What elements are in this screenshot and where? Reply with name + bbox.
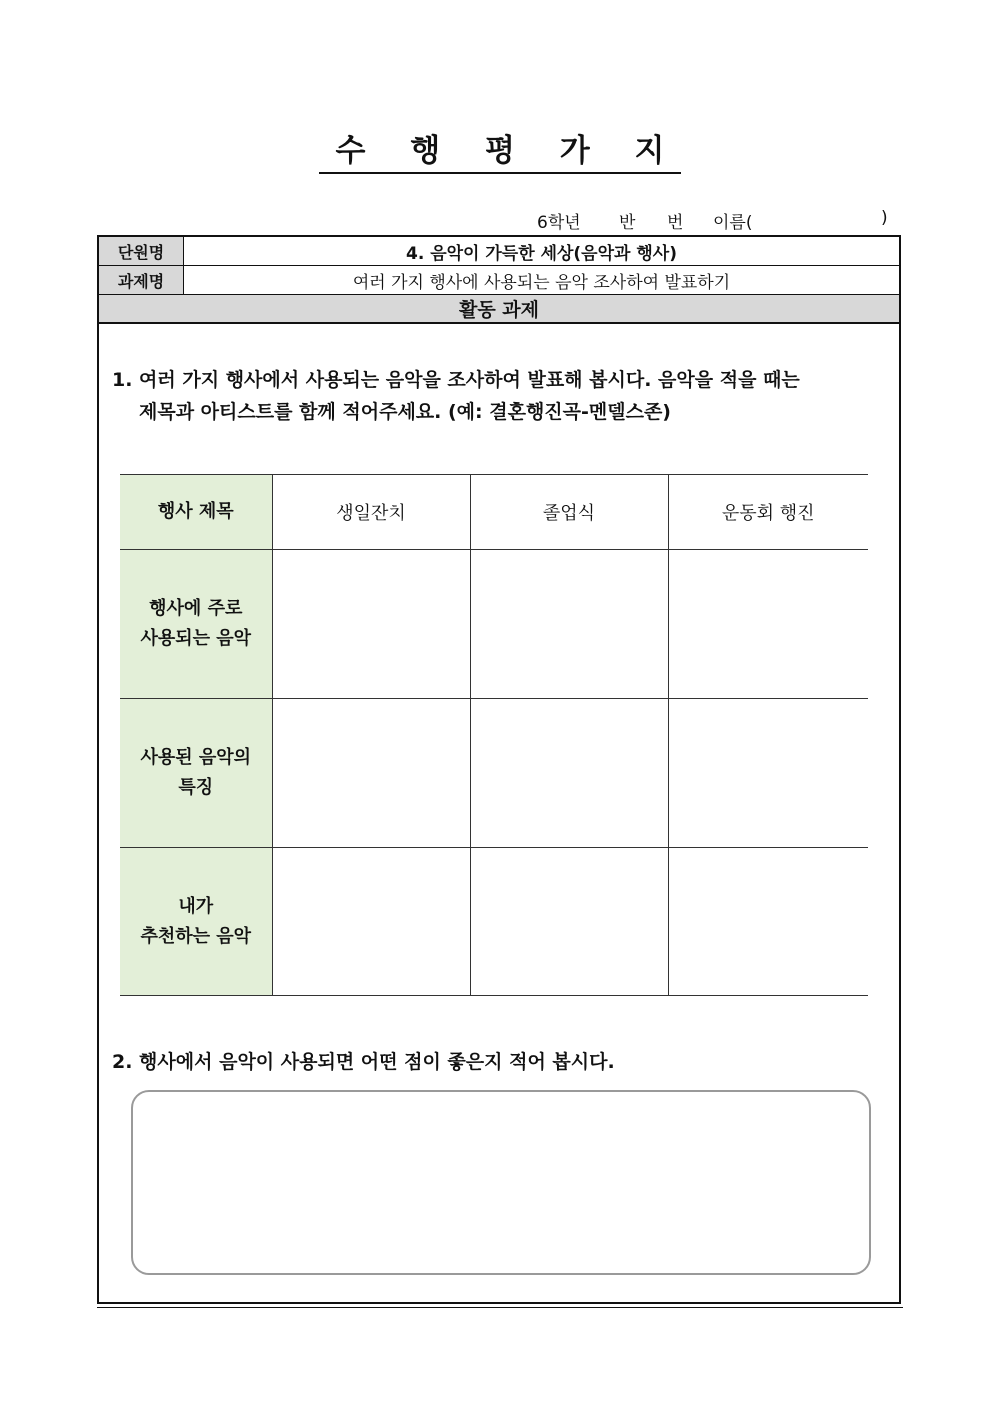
row-header-event-title: 행사 제목 — [120, 475, 272, 550]
row-header-recommended-line-2: 추천하는 음악 — [140, 925, 252, 947]
grade-label: 6학년 — [537, 213, 581, 233]
event-birthday: 생일잔치 — [272, 475, 470, 550]
answer-cell-birthday-features[interactable] — [272, 699, 470, 848]
table-row-main-music — [120, 550, 868, 699]
answer-cell-parade-recommend[interactable] — [668, 848, 868, 996]
row-header-music-features-line-2: 특징 — [178, 777, 214, 798]
bottom-rule — [97, 1307, 903, 1308]
answer-cell-graduation-music[interactable] — [470, 550, 668, 699]
unit-label: 단원명 — [99, 237, 184, 265]
table-row-event-title — [120, 475, 868, 550]
task-label: 과제명 — [99, 266, 184, 294]
music-survey-table — [120, 474, 868, 996]
row-header-main-music-line-1: 행사에 주로 — [149, 598, 243, 619]
event-sports-parade: 운동회 행진 — [668, 475, 868, 550]
name-close-paren: ) — [881, 208, 888, 228]
answer-cell-birthday-recommend[interactable] — [272, 848, 470, 996]
activity-header: 활동 과제 — [99, 295, 899, 324]
worksheet-title-text: 수 행 평 가 지 — [319, 132, 682, 174]
question-2: 2. 행사에서 음악이 사용되면 어떤 점이 좋은지 적어 봅시다. — [112, 1051, 615, 1073]
answer-cell-parade-music[interactable] — [668, 550, 868, 699]
question-2-answer-box[interactable] — [131, 1090, 871, 1275]
task-row — [99, 266, 899, 295]
unit-value: 4. 음악이 가득한 세상(음악과 행사) — [406, 243, 677, 264]
worksheet-title — [0, 132, 1000, 174]
answer-cell-graduation-recommend[interactable] — [470, 848, 668, 996]
row-header-music-features — [120, 699, 272, 848]
row-header-main-music-line-2: 사용되는 음악 — [140, 628, 252, 649]
question-1-line-1: 1. 여러 가지 행사에서 사용되는 음악을 조사하여 발표해 봅시다. 음악을 적을 때는 — [112, 369, 800, 391]
answer-cell-graduation-features[interactable] — [470, 699, 668, 848]
class-label: 반 — [619, 213, 636, 233]
row-header-main-music — [120, 550, 272, 699]
question-1-line-2: 제목과 아티스트를 함께 적어주세요. (예: 결혼행진곡-멘델스존) — [139, 401, 671, 423]
name-label: 이름( — [713, 213, 753, 233]
student-info-line — [537, 208, 897, 232]
row-header-recommended-line-1: 내가 — [178, 895, 214, 917]
task-value: 여러 가지 행사에 사용되는 음악 조사하여 발표하기 — [352, 272, 731, 293]
number-label: 번 — [667, 213, 684, 233]
event-graduation: 졸업식 — [470, 475, 668, 550]
table-row-recommended-music — [120, 848, 868, 996]
table-row-music-features — [120, 699, 868, 848]
answer-cell-birthday-music[interactable] — [272, 550, 470, 699]
answer-cell-parade-features[interactable] — [668, 699, 868, 848]
unit-row — [99, 237, 899, 266]
row-header-recommended-music — [120, 848, 272, 996]
row-header-music-features-line-1: 사용된 음악의 — [140, 747, 252, 768]
